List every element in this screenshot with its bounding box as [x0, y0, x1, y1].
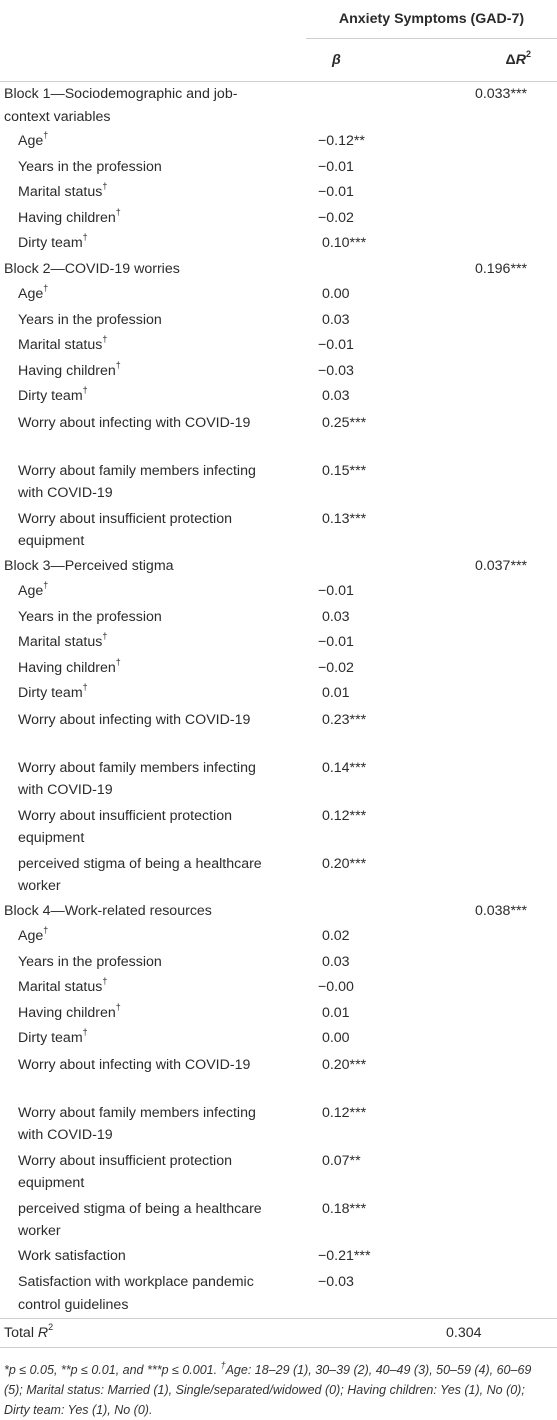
dagger-mark: †: [102, 334, 108, 345]
header-empty-cell: [0, 0, 306, 39]
block-beta-empty: [306, 555, 436, 581]
predictor-cell: [0, 1197, 306, 1245]
delta-r2-empty: [436, 207, 557, 233]
block-beta-empty: [306, 82, 436, 131]
predictor-cell: [0, 1245, 306, 1271]
beta-value: 0.01: [318, 685, 350, 701]
delta-r2-empty: [436, 657, 557, 683]
table-row: [0, 334, 557, 360]
block-beta-empty: [306, 900, 436, 926]
delta-r2-empty: [436, 507, 557, 555]
header-delta-symbol: Δ: [505, 52, 516, 68]
predictor-cell: [0, 951, 306, 977]
delta-r2-empty: [436, 852, 557, 900]
table-row: [0, 411, 557, 459]
table-row: [0, 606, 557, 632]
predictor-label: Marital status: [18, 184, 103, 200]
delta-r2-empty: [436, 334, 557, 360]
beta-value: 0.23***: [318, 711, 367, 728]
delta-r2-empty: [436, 385, 557, 411]
predictor-cell: [0, 631, 306, 657]
dagger-mark: †: [102, 181, 108, 192]
dagger-mark: †: [82, 385, 88, 396]
header-group-cell: [306, 0, 557, 39]
predictor-cell: [0, 925, 306, 951]
table-row: [0, 156, 557, 182]
predictor-cell: [0, 459, 306, 507]
block-title: Block 2—COVID-19 worries: [4, 260, 180, 277]
table-header-columns-row: [0, 39, 557, 82]
table-row: [0, 283, 557, 309]
predictor-label: Age: [18, 583, 44, 599]
beta-value: −0.03: [318, 362, 354, 379]
beta-value: 0.01: [318, 1004, 350, 1021]
table-row: [0, 682, 557, 708]
block-title: Block 3—Perceived stigma: [4, 557, 174, 574]
predictor-cell: [0, 130, 306, 156]
predictor-cell: [0, 852, 306, 900]
table-footnote: [0, 1348, 557, 1420]
beta-value: 0.25***: [318, 414, 367, 431]
predictor-label: Worry about infecting with COVID-19: [18, 1056, 251, 1073]
beta-value: −0.02: [318, 659, 354, 676]
delta-r2-empty: [436, 1245, 557, 1271]
block-title: Block 4—Work-related resources: [4, 902, 212, 919]
beta-value: 0.03: [318, 608, 350, 625]
block-delta-r2: 0.196***: [474, 260, 528, 277]
delta-r2-empty: [436, 1101, 557, 1149]
predictor-cell: [0, 976, 306, 1002]
predictor-cell: [0, 682, 306, 708]
beta-value: 0.03: [318, 388, 350, 404]
beta-value: 0.00: [318, 286, 350, 302]
beta-value: 0.13***: [318, 510, 367, 527]
delta-r2-empty: [436, 708, 557, 756]
footnote-dagger: †: [220, 1359, 226, 1370]
beta-value: −0.02: [318, 209, 354, 226]
footnote-significance: *p ≤ 0.05, **p ≤ 0.01, and ***p ≤ 0.001.: [4, 1363, 221, 1377]
beta-value: 0.12***: [318, 1104, 367, 1121]
header-beta: [306, 39, 436, 82]
beta-value: −0.01: [318, 337, 354, 353]
table-row: [0, 951, 557, 977]
delta-r2-empty: [436, 309, 557, 335]
predictor-cell: [0, 309, 306, 335]
predictor-cell: [0, 360, 306, 386]
total-label-var: R: [37, 1325, 49, 1341]
block-header-row: [0, 258, 557, 284]
beta-value: 0.18***: [318, 1200, 367, 1217]
dagger-mark: †: [43, 130, 49, 141]
table-row: [0, 507, 557, 555]
predictor-label: Marital status: [18, 979, 103, 995]
dagger-mark: †: [115, 206, 121, 217]
table-header-group-row: [0, 0, 557, 39]
table-row: [0, 1149, 557, 1197]
table-row: [0, 130, 557, 156]
predictor-label: Marital status: [18, 337, 103, 353]
predictor-cell: [0, 1053, 306, 1101]
block-delta-r2: 0.038***: [474, 902, 528, 919]
predictor-cell: [0, 283, 306, 309]
predictor-label: Age: [18, 286, 44, 302]
predictor-cell: [0, 708, 306, 756]
beta-value: 0.10***: [318, 235, 367, 251]
block-title: Block 1—Sociodemographic and job-context variables: [4, 86, 238, 125]
delta-r2-empty: [436, 130, 557, 156]
beta-value: 0.03: [318, 311, 350, 328]
beta-value: 0.20***: [318, 1056, 367, 1073]
dagger-mark: †: [82, 1027, 88, 1038]
predictor-label: perceived stigma of being a healthcare worker: [18, 855, 262, 894]
table-body: [0, 82, 557, 1319]
table-row: [0, 207, 557, 233]
beta-value: 0.00: [318, 1030, 350, 1046]
delta-r2-empty: [436, 976, 557, 1002]
table-row: [0, 657, 557, 683]
predictor-cell: [0, 207, 306, 233]
beta-value: −0.00: [318, 979, 354, 995]
dagger-mark: †: [102, 631, 108, 642]
delta-r2-empty: [436, 925, 557, 951]
delta-r2-empty: [436, 232, 557, 258]
beta-value: 0.14***: [318, 759, 367, 776]
delta-r2-empty: [436, 360, 557, 386]
table-row: [0, 631, 557, 657]
predictor-cell: [0, 1101, 306, 1149]
delta-r2-empty: [436, 1149, 557, 1197]
table-row: [0, 1101, 557, 1149]
predictor-cell: [0, 411, 306, 459]
predictor-cell: [0, 156, 306, 182]
header-empty-cell-2: [0, 39, 306, 82]
predictor-cell: [0, 756, 306, 804]
dagger-mark: †: [82, 682, 88, 693]
table-row: [0, 181, 557, 207]
dagger-mark: †: [82, 232, 88, 243]
predictor-label: Age: [18, 928, 44, 944]
delta-r2-empty: [436, 606, 557, 632]
delta-r2-empty: [436, 1197, 557, 1245]
predictor-label: Worry about insufficient protection equipment: [18, 807, 232, 846]
table-row: [0, 360, 557, 386]
table-row: [0, 1053, 557, 1101]
header-delta-r2: [436, 39, 557, 82]
dagger-mark: †: [115, 1001, 121, 1012]
predictor-label: Worry about infecting with COVID-19: [18, 711, 251, 728]
delta-r2-empty: [436, 459, 557, 507]
header-delta-sup: 2: [526, 49, 532, 60]
delta-r2-empty: [436, 411, 557, 459]
table-row: [0, 580, 557, 606]
predictor-label: Years in the profession: [18, 158, 162, 175]
predictor-label: Years in the profession: [18, 608, 162, 625]
predictor-cell: [0, 606, 306, 632]
beta-value: 0.15***: [318, 462, 367, 479]
block-header-row: [0, 82, 557, 131]
delta-r2-empty: [436, 181, 557, 207]
beta-value: 0.03: [318, 953, 350, 970]
predictor-label: Worry about family members infecting with COVID-19: [18, 462, 256, 501]
predictor-cell: [0, 1027, 306, 1053]
delta-r2-empty: [436, 156, 557, 182]
table-row: [0, 925, 557, 951]
table-row: [0, 708, 557, 756]
footnote-coding: Age: 18–29 (1), 30–39 (2), 40–49 (3), 50–59 (4), 60–69 (5); Marital status: Married (1), Single/separated/widowed (0); Having children: Yes (1), No (0); Dirty team: Yes (1), No (0).: [4, 1363, 532, 1417]
beta-value: 0.02: [318, 928, 350, 944]
table-row: [0, 1270, 557, 1319]
predictor-label: Satisfaction with workplace pandemic control guidelines: [18, 1274, 254, 1313]
table-row: [0, 976, 557, 1002]
delta-r2-empty: [436, 283, 557, 309]
dagger-mark: †: [102, 976, 108, 987]
delta-r2-empty: [436, 1002, 557, 1028]
predictor-label: Having children: [18, 659, 116, 676]
predictor-label: Having children: [18, 209, 116, 226]
beta-value: −0.12**: [318, 133, 365, 149]
predictor-cell: [0, 580, 306, 606]
predictor-cell: [0, 804, 306, 852]
total-row: [0, 1319, 557, 1348]
dagger-mark: †: [43, 925, 49, 936]
table-row: [0, 756, 557, 804]
block-beta-empty: [306, 258, 436, 284]
total-label: [0, 1319, 306, 1348]
header-delta-var: R: [515, 52, 526, 68]
table-row: [0, 232, 557, 258]
predictor-label: Worry about family members infecting with COVID-19: [18, 759, 256, 798]
table-row: [0, 1027, 557, 1053]
beta-value: −0.01: [318, 158, 354, 175]
predictor-cell: [0, 181, 306, 207]
beta-value: −0.01: [318, 184, 354, 200]
predictor-label: Worry about family members infecting with COVID-19: [18, 1104, 256, 1143]
table-row: [0, 309, 557, 335]
predictor-label: Dirty team: [18, 1030, 83, 1046]
delta-r2-empty: [436, 1053, 557, 1101]
beta-value: −0.03: [318, 1274, 354, 1290]
predictor-label: Work satisfaction: [18, 1247, 126, 1264]
table-row: [0, 804, 557, 852]
delta-r2-empty: [436, 1027, 557, 1053]
block-header-row: [0, 900, 557, 926]
dagger-mark: †: [43, 580, 49, 591]
total-value: 0.304: [436, 1319, 557, 1348]
predictor-cell: [0, 232, 306, 258]
dagger-mark: †: [115, 359, 121, 370]
predictor-label: Worry about insufficient protection equipment: [18, 510, 232, 549]
delta-r2-empty: [436, 580, 557, 606]
total-label-prefix: Total: [4, 1325, 38, 1341]
header-beta-label: β: [332, 52, 341, 68]
beta-value: 0.20***: [318, 855, 367, 872]
table-row: [0, 459, 557, 507]
beta-value: −0.21***: [318, 1247, 371, 1264]
table-row: [0, 1002, 557, 1028]
dagger-mark: †: [115, 656, 121, 667]
beta-value: 0.12***: [318, 807, 367, 824]
delta-r2-empty: [436, 1270, 557, 1319]
delta-r2-empty: [436, 631, 557, 657]
table-row: [0, 1197, 557, 1245]
table-row: [0, 1245, 557, 1271]
header-group-title: Anxiety Symptoms (GAD-7): [338, 11, 525, 27]
beta-value: 0.07**: [318, 1152, 361, 1169]
block-header-row: [0, 555, 557, 581]
total-beta-empty: [306, 1319, 436, 1348]
predictor-cell: [0, 507, 306, 555]
predictor-cell: [0, 1002, 306, 1028]
predictor-cell: [0, 657, 306, 683]
beta-value: −0.01: [318, 634, 354, 650]
predictor-label: Marital status: [18, 634, 103, 650]
predictor-label: Dirty team: [18, 685, 83, 701]
predictor-cell: [0, 1270, 306, 1319]
table-row: [0, 385, 557, 411]
predictor-label: Having children: [18, 362, 116, 379]
delta-r2-empty: [436, 804, 557, 852]
predictor-label: Having children: [18, 1004, 116, 1021]
block-delta-r2: 0.037***: [474, 557, 528, 574]
predictor-cell: [0, 334, 306, 360]
table-row: [0, 852, 557, 900]
predictor-label: perceived stigma of being a healthcare worker: [18, 1200, 262, 1239]
predictor-label: Worry about infecting with COVID-19: [18, 414, 251, 431]
block-delta-r2: 0.033***: [474, 86, 528, 102]
predictor-cell: [0, 385, 306, 411]
predictor-label: Dirty team: [18, 235, 83, 251]
delta-r2-empty: [436, 756, 557, 804]
predictor-label: Years in the profession: [18, 953, 162, 970]
beta-value: −0.01: [318, 583, 354, 599]
dagger-mark: †: [43, 283, 49, 294]
total-label-sup: 2: [48, 1322, 54, 1333]
predictor-label: Age: [18, 133, 44, 149]
predictor-label: Worry about insufficient protection equipment: [18, 1152, 232, 1191]
delta-r2-empty: [436, 682, 557, 708]
predictor-label: Dirty team: [18, 388, 83, 404]
predictor-cell: [0, 1149, 306, 1197]
predictor-label: Years in the profession: [18, 311, 162, 328]
delta-r2-empty: [436, 951, 557, 977]
